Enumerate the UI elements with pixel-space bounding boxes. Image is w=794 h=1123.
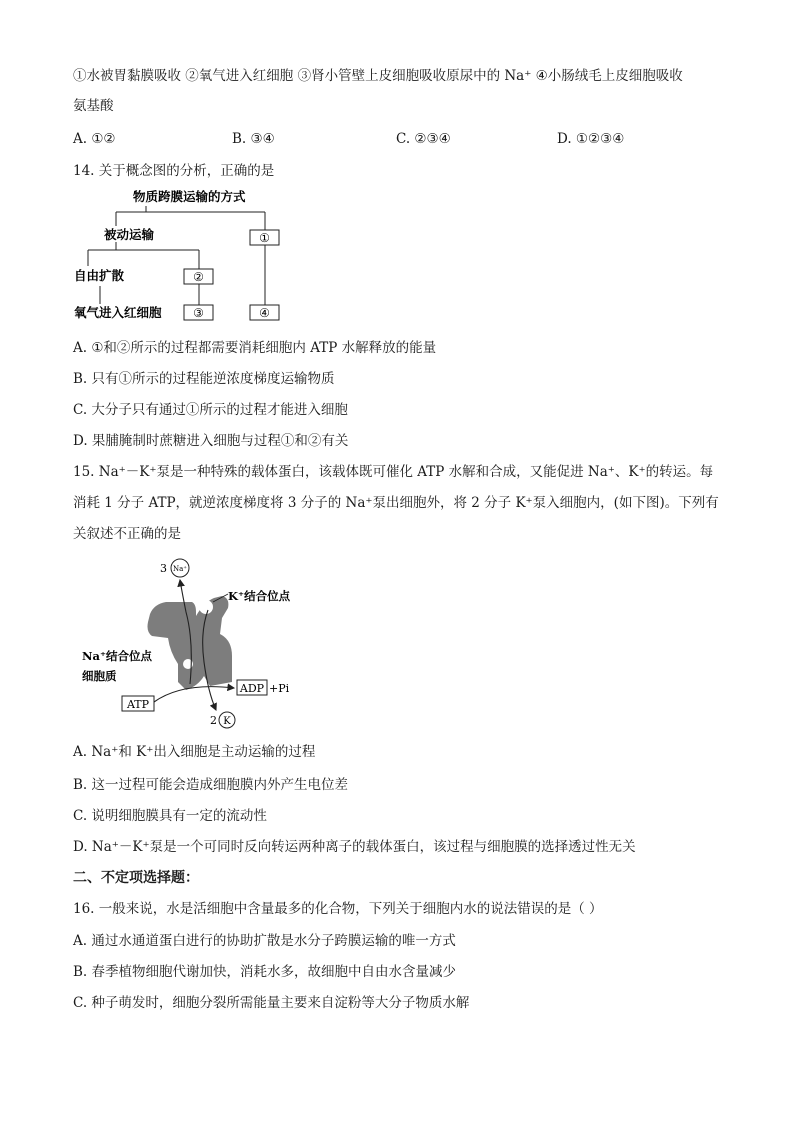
pi-label: +Pi xyxy=(269,682,290,695)
q14-option-c[interactable]: C. 大分子只有通过①所示的过程才能进入细胞 xyxy=(73,402,348,418)
na-ion-symbol: Na⁺ xyxy=(173,565,187,573)
q15-option-c[interactable]: C. 说明细胞膜具有一定的流动性 xyxy=(73,808,267,824)
k-ion-symbol: K xyxy=(223,716,231,727)
q15-option-b[interactable]: B. 这一过程可能会造成细胞膜内外产生电位差 xyxy=(73,777,349,793)
diagram-example-label: 氧气进入红细胞 xyxy=(74,305,162,320)
k-site-label: K⁺结合位点 xyxy=(228,589,291,603)
q14-option-d[interactable]: D. 果脯腌制时蔗糖进入细胞与过程①和②有关 xyxy=(73,433,349,449)
q13-option-a[interactable]: A. ①② xyxy=(73,131,116,147)
q14-stem: 14. 关于概念图的分析，正确的是 xyxy=(73,163,275,179)
diagram-box-3-label: ③ xyxy=(193,306,204,320)
q14-option-b[interactable]: B. 只有①所示的过程能逆浓度梯度运输物质 xyxy=(73,371,335,387)
adp-label: ADP xyxy=(239,682,265,695)
q14-concept-diagram xyxy=(60,186,320,326)
diagram-passive-label: 被动运输 xyxy=(104,227,155,242)
q15-sodium-potassium-pump-diagram xyxy=(82,552,302,732)
q13-option-b[interactable]: B. ③④ xyxy=(232,131,275,147)
k-binding-site xyxy=(199,600,213,614)
q15-option-d[interactable]: D. Na⁺－K⁺泵是一个可同时反向转运两种离子的载体蛋白，该过程与细胞膜的选择透过性无关 xyxy=(73,839,636,855)
pump-protein-shape xyxy=(148,596,233,690)
diagram-root-label: 物质跨膜运输的方式 xyxy=(133,189,246,204)
q15-stem-line3: 关叙述不正确的是 xyxy=(73,526,181,542)
q13-statements-line1: ①水被胃黏膜吸收 ②氧气进入红细胞 ③肾小管壁上皮细胞吸收原尿中的 Na⁺ ④小肠绒毛上皮细胞吸收 xyxy=(73,68,683,84)
k-count: 2 xyxy=(210,714,217,727)
atp-label: ATP xyxy=(126,698,150,711)
diagram-box-2-label: ② xyxy=(193,270,204,284)
diagram-box-4-label: ④ xyxy=(259,306,270,320)
q15-stem-line2: 消耗 1 分子 ATP，就逆浓度梯度将 3 分子的 Na⁺泵出细胞外，将 2 分子 K⁺泵入细胞内，(如下图)。下列有 xyxy=(73,495,719,511)
q16-option-b[interactable]: B. 春季植物细胞代谢加快，消耗水多，故细胞中自由水含量减少 xyxy=(73,964,457,980)
na-site-label: Na⁺结合位点 xyxy=(82,649,153,663)
q16-stem: 16. 一般来说，水是活细胞中含量最多的化合物，下列关于细胞内水的说法错误的是（ ） xyxy=(73,901,603,917)
na-count: 3 xyxy=(160,562,167,575)
q13-option-c[interactable]: C. ②③④ xyxy=(396,131,451,147)
q14-option-a[interactable]: A. ①和②所示的过程都需要消耗细胞内 ATP 水解释放的能量 xyxy=(73,340,437,356)
q16-option-a[interactable]: A. 通过水通道蛋白进行的协助扩散是水分子跨膜运输的唯一方式 xyxy=(73,933,456,949)
section-2-title: 二、不定项选择题： xyxy=(73,870,199,886)
diagram-free-diffusion-label: 自由扩散 xyxy=(74,268,125,283)
q16-option-c[interactable]: C. 种子萌发时，细胞分裂所需能量主要来自淀粉等大分子物质水解 xyxy=(73,995,470,1011)
q15-option-a[interactable]: A. Na⁺和 K⁺出入细胞是主动运输的过程 xyxy=(73,744,316,760)
cytoplasm-label: 细胞质 xyxy=(82,669,117,683)
q13-statements-line2: 氨基酸 xyxy=(73,98,114,114)
q13-option-d[interactable]: D. ①②③④ xyxy=(557,131,625,147)
q15-stem-line1: 15. Na⁺－K⁺泵是一种特殊的载体蛋白，该载体既可催化 ATP 水解和合成，又能促进 Na⁺、K⁺的转运。每 xyxy=(73,464,714,480)
diagram-box-1-label: ① xyxy=(259,231,270,245)
